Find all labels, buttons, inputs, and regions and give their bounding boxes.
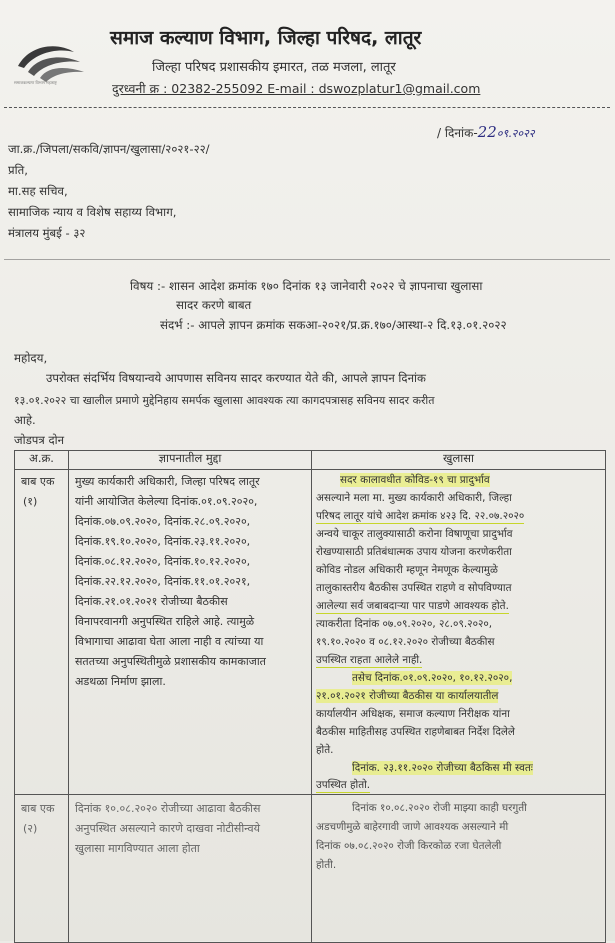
fold-line: [4, 259, 610, 260]
date-handwritten-rest: ०९.२०२२: [496, 127, 535, 140]
table-header-row: [15, 451, 606, 470]
issue-line: अनुपस्थित असल्याने कारणे दाखवा नोटीसीन्वये: [75, 822, 260, 835]
letter-date: [437, 123, 535, 141]
response-table: [14, 450, 606, 943]
reply-line: तालुकास्तरीय बैठकीस उपस्थित राहणे व सोपविण्यात: [316, 582, 512, 594]
reply-line-highlighted: दिनांक. २३.११.२०२० रोजीच्या बैठकिस मी स्वतः: [352, 762, 533, 774]
reply-line: अन्वये चाकूर तालुक्यासाठी करोना विषाणूचा प्रादुर्भाव: [316, 528, 513, 540]
reply-line: बैठकीस माहितीसह उपस्थित राहणेबाबत निर्देश दिलेले: [316, 726, 515, 738]
reply-line: अडचणीमुळे बाहेरगावी जाणे आवश्यक असल्याने मी: [316, 821, 509, 833]
issue-line: दिनांक.२१.०१.२०२१ रोजीच्या बैठकीस: [75, 595, 228, 608]
table-row: [15, 795, 606, 943]
row-serial: बाब एक: [21, 802, 55, 815]
reply-line: असल्याने मला मा. मुख्य कार्यकारी अधिकारी, जिल्हा: [316, 492, 512, 504]
addressee-line: सामाजिक न्याय व विशेष सहाय्य विभाग,: [8, 205, 177, 219]
col-header-serial: अ.क्र.: [15, 451, 69, 470]
department-logo: [14, 36, 88, 84]
col-header-issue: ज्ञापनातील मुद्दा: [69, 451, 312, 470]
row-serial-number: (२): [23, 822, 38, 835]
issue-line: सततच्या अनुपस्थितीमुळे प्रशासकीय कामकाजात: [75, 655, 266, 668]
reply-line: कार्यालयीन अधिक्षक, समाज कल्याण निरीक्षक यांना: [316, 708, 510, 720]
issue-line: यांनी आयोजित केलेल्या दिनांक.०१.०९.२०२०,: [75, 495, 258, 508]
issue-line: मुख्य कार्यकारी अधिकारी, जिल्हा परिषद लातूर: [75, 475, 260, 488]
letterhead-contact: दुरध्वनी क्र : 02382-255092 E-mail : dswozplatur1@gmail.com: [112, 81, 481, 96]
reference-line: संदर्भ :- आपले ज्ञापन क्रमांक सकआ-२०२१/प्र.क्र.१७०/आस्था-२ दि.१३.०१.२०२२: [160, 318, 507, 332]
reply-line: रोखण्यासाठी प्रतिबंधात्मक उपाय योजना करणेकरीता: [316, 546, 512, 558]
salutation: महोदय,: [14, 351, 48, 365]
reply-line: १९.१०.२०२० व ०८.१२.२०२० रोजीच्या बैठकीस: [316, 636, 495, 648]
col-header-reply: खुलासा: [312, 451, 606, 470]
issue-line: दिनांक.२२.१२.२०२०, दिनांक.११.०१.२०२१,: [75, 575, 251, 588]
issue-line: खुलासा मागविण्यात आला होता: [75, 842, 200, 855]
reply-line: दिनांक १०.०८.२०२० रोजी माझ्या काही घरगुती: [352, 802, 527, 814]
reply-line: दिनांक ०७.०८.२०२० रोजी किरकोळ रजा घेतलेली: [316, 840, 502, 852]
reply-line: कोविड नोडल अधिकारी म्हणून नेमणूक केल्यामुळे: [316, 564, 498, 576]
issue-line: दिनांक १०.०८.२०२० रोजीच्या आढावा बैठकीस: [75, 802, 261, 815]
subject-line: विषय :- शासन आदेश क्रमांक १७० दिनांक १३ जानेवारी २०२२ चे ज्ञापनाचा खुलासा: [130, 279, 483, 293]
issue-line: विभागाचा आढावा घेता आला नाही व त्यांच्या या: [75, 635, 264, 648]
addressee-line: मा.सह सचिव,: [8, 184, 68, 198]
logo-caption: समाजकल्याण विभाग महाराष्ट्र: [14, 80, 57, 85]
issue-line: दिनांक.१९.१०.२०२०, दिनांक.२३.११.२०२०,: [75, 535, 251, 548]
reply-line-highlighted: सदर कालावधीत कोविड-१९ चा प्रादुर्भाव: [340, 474, 490, 486]
reference-number: जा.क्र./जिपला/सकवि/ज्ञापन/खुलासा/२०२१-२२/: [8, 142, 210, 156]
reply-line: होती.: [316, 859, 337, 871]
reply-line-highlighted: २१.०१.२०२१ रोजीच्या बैठकीस या कार्यालयातील: [316, 690, 499, 702]
reply-line: त्याकरीता दिनांक ०७.०९.२०२०, २८.०९.२०२०,: [316, 618, 493, 630]
reply-line-underlined: आलेल्या सर्व जबाबदाऱ्या पार पाडणे आवश्यक होते.: [316, 600, 509, 612]
reply-line-underlined: उपस्थित राहता आलेले नाही.: [316, 654, 423, 666]
row-serial: बाब एक: [21, 475, 55, 488]
table-row: [15, 470, 606, 795]
reply-line-underlined: परिषद लातूर यांचे आदेश क्रमांक ४२३ दि. २२.०७.२०२०: [316, 510, 525, 522]
addressee-line: प्रति,: [8, 163, 28, 177]
subject-line-2: सादर करणे बाबत: [176, 298, 252, 312]
reply-line-highlighted: तसेच दिनांक.०१.०९.२०२०, १०.१२.२०२०,: [352, 672, 513, 684]
header-divider: [4, 107, 610, 108]
issue-line: दिनांक.०८.१२.२०२०, दिनांक.१०.१२.२०२०,: [75, 555, 251, 568]
addressee-line: मंत्रालय मुंबई - ३२: [8, 226, 86, 240]
date-handwritten-day: 22: [477, 123, 497, 141]
reply-line-underlined: उपस्थित होतो.: [316, 779, 371, 791]
date-label: / दिनांक-: [437, 126, 478, 140]
issue-line: दिनांक.०७.०९.२०२०, दिनांक.२८.०९.२०२०,: [75, 515, 251, 528]
enclosure-note: जोडपत्र दोन: [14, 433, 65, 447]
body-paragraph-line: आहे.: [14, 413, 36, 427]
issue-line: अडथळा निर्माण झाला.: [75, 675, 166, 688]
body-paragraph-line: उपरोक्त संदर्भिय विषयान्वये आपणास सविनय सादर करण्यात येते की, आपले ज्ञापन दिनांक: [46, 371, 426, 385]
row-serial-number: (१): [23, 495, 38, 508]
issue-line: विनापरवानगी अनुपस्थित राहिले आहे. त्यामुळे: [75, 615, 255, 628]
letterhead-address: जिल्हा परिषद प्रशासकीय इमारत, तळ मजला, लातूर: [152, 60, 396, 75]
reply-line: होते.: [316, 744, 334, 756]
letterhead-title: समाज कल्याण विभाग, जिल्हा परिषद, लातूर: [110, 27, 422, 49]
body-paragraph-line: १३.०१.२०२२ चा खालील प्रमाणे मुद्देनिहाय समर्पक खुलासा आवश्यक त्या कागदपत्रासह सविनय सादर करीत: [14, 394, 435, 407]
